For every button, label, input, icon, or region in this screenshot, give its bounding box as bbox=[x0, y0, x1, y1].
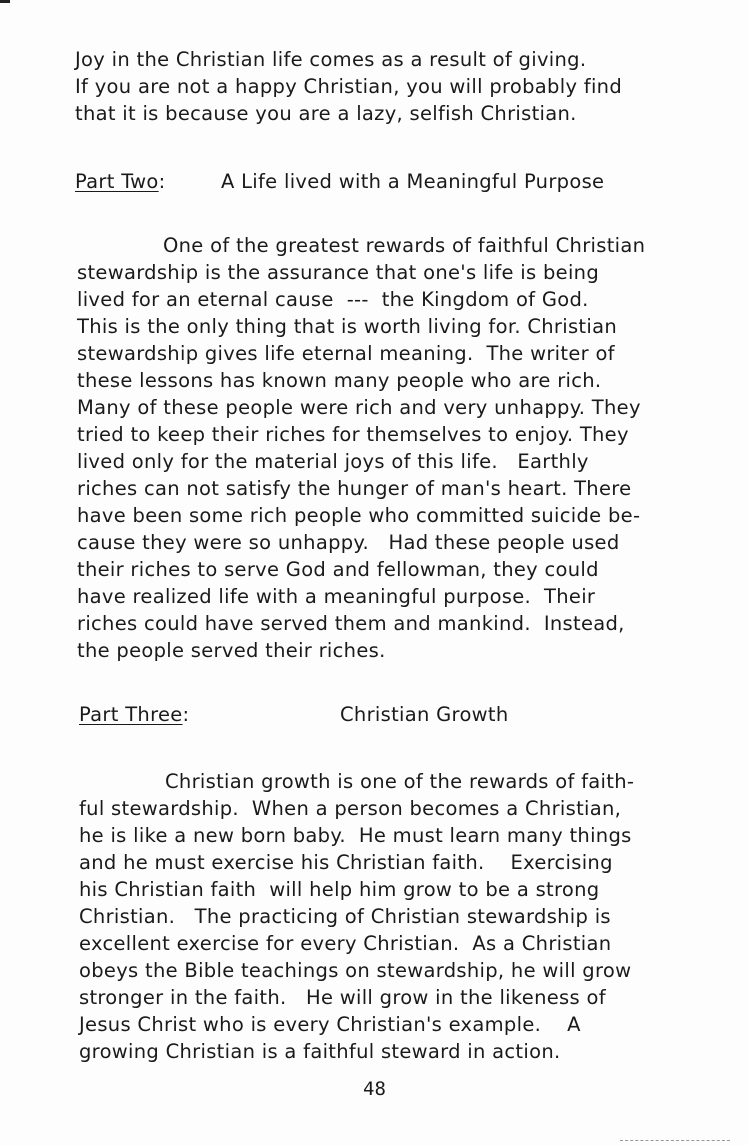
part-two-title: A Life lived with a Meaningful Purpose bbox=[221, 170, 605, 193]
text-line: If you are not a happy Christian, you will probably find bbox=[75, 75, 623, 98]
part-three-title: Christian Growth bbox=[340, 703, 509, 726]
text-line: stewardship is the assurance that one's life is being bbox=[77, 261, 600, 284]
text-line: riches could have served them and mankind. Instead, bbox=[77, 612, 625, 635]
text-line: Joy in the Christian life comes as a result of giving. bbox=[75, 48, 587, 71]
text-line: these lessons has known many people who are rich. bbox=[77, 369, 602, 392]
text-line: tried to keep their riches for themselves to enjoy. They bbox=[77, 423, 629, 446]
text-line: Christian. The practicing of Christian stewardship is bbox=[79, 905, 611, 928]
text-line: Many of these people were rich and very unhappy. They bbox=[77, 396, 641, 419]
page-number: 48 bbox=[363, 1078, 386, 1100]
scan-corner-mark bbox=[0, 0, 10, 3]
text-line: and he must exercise his Christian faith. Exercising bbox=[79, 851, 613, 874]
part-three-label: Part Three: bbox=[79, 703, 190, 726]
text-line: Jesus Christ who is every Christian's example. A bbox=[79, 1013, 581, 1036]
text-line: lived for an eternal cause --- the Kingdom of God. bbox=[77, 288, 589, 311]
text-line: obeys the Bible teachings on stewardship, he will grow bbox=[79, 959, 632, 982]
text-line: This is the only thing that is worth living for. Christian bbox=[77, 315, 617, 338]
text-line: that it is because you are a lazy, selfish Christian. bbox=[75, 102, 577, 125]
text-line: ful stewardship. When a person becomes a Christian, bbox=[79, 797, 622, 820]
text-line: have realized life with a meaningful purpose. Their bbox=[77, 585, 596, 608]
text-line: have been some rich people who committed suicide be- bbox=[77, 504, 641, 527]
text-line: cause they were so unhappy. Had these people used bbox=[77, 531, 620, 554]
text-line: riches can not satisfy the hunger of man's heart. There bbox=[77, 477, 632, 500]
text-line: their riches to serve God and fellowman, they could bbox=[77, 558, 599, 581]
text-line: he is like a new born baby. He must learn many things bbox=[79, 824, 632, 847]
text-line: the people served their riches. bbox=[77, 639, 386, 662]
text-line: stronger in the faith. He will grow in the likeness of bbox=[79, 986, 606, 1009]
scan-artifact-divider bbox=[620, 1140, 730, 1143]
text-line: lived only for the material joys of this life. Earthly bbox=[77, 450, 589, 473]
part-two-label: Part Two: bbox=[75, 170, 166, 193]
text-line: excellent exercise for every Christian. As a Christian bbox=[79, 932, 612, 955]
text-line: growing Christian is a faithful steward in action. bbox=[79, 1040, 561, 1063]
text-line: Christian growth is one of the rewards of faith- bbox=[165, 770, 635, 793]
text-line: his Christian faith will help him grow to be a strong bbox=[79, 878, 600, 901]
text-line: One of the greatest rewards of faithful Christian bbox=[163, 234, 646, 257]
text-line: stewardship gives life eternal meaning. The writer of bbox=[77, 342, 615, 365]
